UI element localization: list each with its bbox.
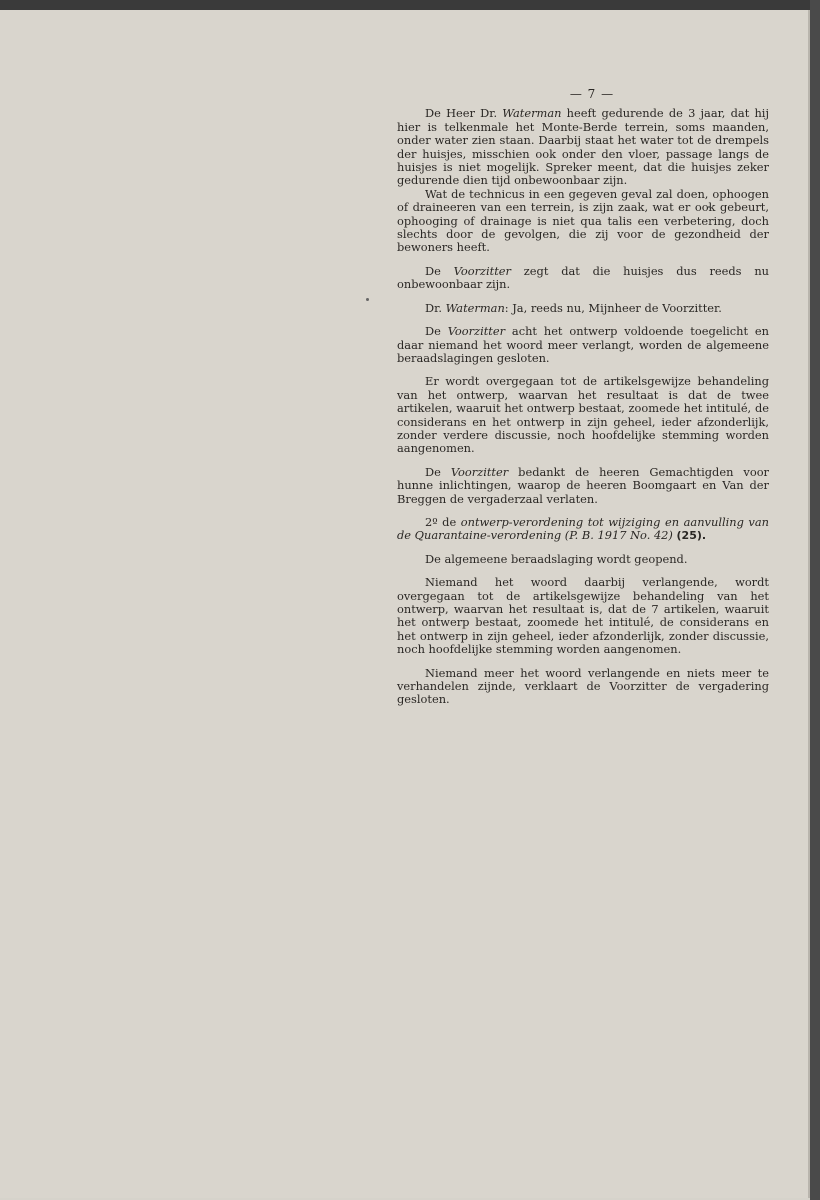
paragraph-voorzitter-bedankt: De Voorzitter bedankt de heeren Gemachtigden voor hunne inlichtingen, waarop de heeren Boomgaart en Van der Breggen de vergaderzaal verlaten. [397,464,770,506]
speaker-name: Voorzitter [447,324,506,339]
paragraph-beraadslagingen-gesloten: De Voorzitter acht het ontwerp voldoende toegelicht en daar niemand het woord meer verlangt, worden de algemeene beraadslagingen gesloten. [397,324,769,365]
speaker-name: Voorzitter [453,263,511,278]
paragraph-voorzitter-onbewoonbaar: De Voorzitter zegt dat die huisjes dus reeds nu onbewoonbaar zijn. [397,263,769,292]
paragraph-waterman-reply: Dr. Waterman: Ja, reeds nu, Mijnheer de Voorzitter. [425,300,722,315]
agenda-item-heading: 2º de ontwerp-verordening tot wijziging en aanvulling van de Quarantaine-verordening (P. B. 1917 No. 42) (25). [397,514,769,543]
scan-top-edge [0,0,820,10]
paragraph-technicus: Wat de technicus in een gegeven geval zal doen, ophoogen of draineeren van een terrein, is zijn zaak, wat er ook gebeurt, ophooging of drainage is niet qua talis een verbetering, doch slechts door de gevolgen, die zij voor de gezondheid der bewoners heeft. [397,186,769,255]
paragraph-zeven-artikelen: Niemand het woord daarbij verlangende, wordt overgegaan tot de artikelsgewijze behandeling van het ontwerp, waarvan het resultaat is, dat de 7 artikelen, waaruit het ontwerp bestaat, zoomede het intitulé, de considerans en het ontwerp in zijn geheel, ieder afzonderlijk, zonder discussie, noch hoofdelijke stemming worden aangenomen. [397,575,769,657]
speaker-name: Voorzitter [450,464,509,479]
speaker-name: Waterman [502,106,562,121]
paragraph-vergadering-gesloten: Niemand meer het woord verlangende en niets meer te verhandelen zijnde, verklaart de Voorzitter de vergadering gesloten. [397,665,769,707]
ordinance-title: ontwerp-verordening tot wijziging en aanvulling van de Quarantaine-verordening (P. B. 1917 No. 42) [397,514,769,543]
paragraph-waterman-statement: De Heer Dr. Waterman heeft gedurende de 3 jaar, dat hij hier is telkenmale het Monte-Berde terrein, soms maanden, onder water zien staan. Daarbij staat het water tot de drempels der huisjes, misschien ook onder den vloer, passage langs de huisjes is niet mogelijk. Spreker meent, dat die huisjes zeker gedurende dien tijd onbewoonbaar zijn. [397,106,769,188]
text-column [397,88,769,717]
scan-right-edge [810,0,820,1200]
paragraph-artikelsgewijze-behandeling: Er wordt overgegaan tot de artikelsgewijze behandeling van het ontwerp, waarvan het resultaat is dat de twee artikelen, waaruit het ontwerp bestaat, zoomede het intitulé, de considerans en het ontwerp in zijn geheel, ieder afzonderlijk, zonder verdere discussie, noch hoofdelijke stemming worden aangenomen. [397,374,769,456]
agenda-number: (25). [676,529,707,543]
page-number: — 7 — [569,87,615,101]
paragraph-beraadslaging-geopend: De algemeene beraadslaging wordt geopend. [425,551,688,566]
speaker-name: Waterman [445,300,505,315]
paper-speck [366,298,369,301]
